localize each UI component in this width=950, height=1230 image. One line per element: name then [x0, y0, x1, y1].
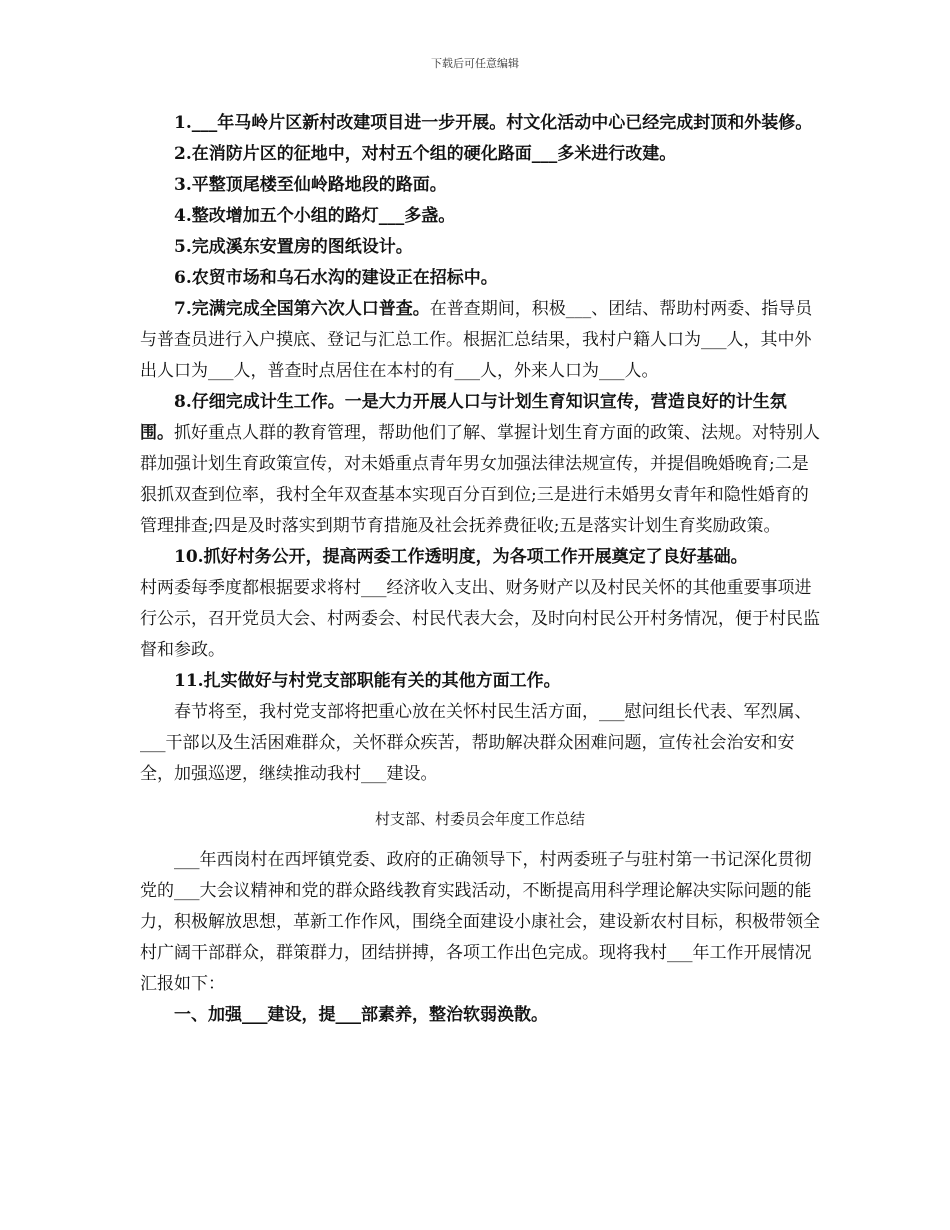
document-body: [140, 108, 820, 1031]
item-8: [140, 387, 820, 542]
item-4-bold: 4.整改增加五个小组的路灯___多盏。: [174, 206, 456, 226]
item-7-text: 在普查期间，积极___、团结、帮助村两委、指导员与普查员进行入户摸底、登记与汇总工作。根据汇总结果，我村户籍人口为___人，其中外出人口为___人，普查时点居住在本村的有___人，外来人口为___人。: [140, 299, 813, 381]
item-3: [140, 170, 820, 201]
item-1: [140, 108, 820, 139]
item-5: [140, 232, 820, 263]
paragraph-spring: 春节将至，我村党支部将把重心放在关怀村民生活方面，___慰问组长代表、军烈属、___干部以及生活困难群众，关怀群众疾苦，帮助解决群众困难问题，宣传社会治安和安全，加强巡逻，继续推动我村___建设。: [140, 702, 812, 784]
item-10-bold: 10.抓好村务公开，提高两委工作透明度，为各项工作开展奠定了良好基础。: [174, 547, 748, 567]
heading-one: 一、加强___建设，提___部素养，整治软弱涣散。: [174, 1005, 548, 1025]
item-1-bold: 1.___年马岭片区新村改建项目进一步开展。村文化活动中心已经完成封顶和外装修。: [174, 113, 813, 133]
item-11-bold: 11.扎实做好与村党支部职能有关的其他方面工作。: [174, 671, 561, 691]
item-2: [140, 139, 820, 170]
section-title: 村支部、村委员会年度工作总结: [374, 810, 585, 828]
item-10-body: 村两委每季度都根据要求将村___经济收入支出、财务财产以及村民关怀的其他重要事项进行公示，召开党员大会、村两委会、村民代表大会，及时向村民公开村务情况，便于村民监督和参政。: [140, 578, 820, 660]
item-5-bold: 5.完成溪东安置房的图纸设计。: [174, 237, 413, 257]
item-10: [140, 542, 820, 573]
item-4: [140, 201, 820, 232]
item-7: [140, 294, 820, 387]
item-6-bold: 6.农贸市场和乌石水沟的建设正在招标中。: [174, 268, 498, 288]
item-8-bold: 8.仔细完成计生工作。一是大力开展人口与计划生育知识宣传，营造良好的计生氛围。: [140, 392, 787, 443]
item-8-text: 抓好重点人群的教育管理，帮助他们了解、掌握计划生育方面的政策、法规。对特别人群加强计划生育政策宣传，对未婚重点青年男女加强法律法规宣传，并提倡晚婚晚育;二是狠抓双查到位率，我村全年双查基本实现百分百到位;三是进行未婚男女青年和隐性婚育的管理排查;四是及时落实到期节育措施及社会抚养费征收;五是落实计划生育奖励政策。: [140, 423, 820, 536]
item-11: [140, 666, 820, 697]
item-3-bold: 3.平整顶尾楼至仙岭路地段的路面。: [174, 175, 447, 195]
page-header: 下载后可任意编辑: [431, 57, 519, 70]
item-7-bold: 7.完满完成全国第六次人口普查。: [174, 299, 430, 319]
item-6: [140, 263, 820, 294]
item-2-bold: 2.在消防片区的征地中，对村五个组的硬化路面___多米进行改建。: [174, 144, 677, 164]
paragraph-intro: ___年西岗村在西坪镇党委、政府的正确领导下，村两委班子与驻村第一书记深化贯彻党的___大会议精神和党的群众路线教育实践活动，不断提高用科学理论解决实际问题的能力，积极解放思想，革新工作作风，围绕全面建设小康社会，建设新农村目标，积极带领全村广阔干部群众，群策群力，团结拼搏，各项工作出色完成。现将我村___年工作开展情况汇报如下：: [140, 850, 820, 994]
